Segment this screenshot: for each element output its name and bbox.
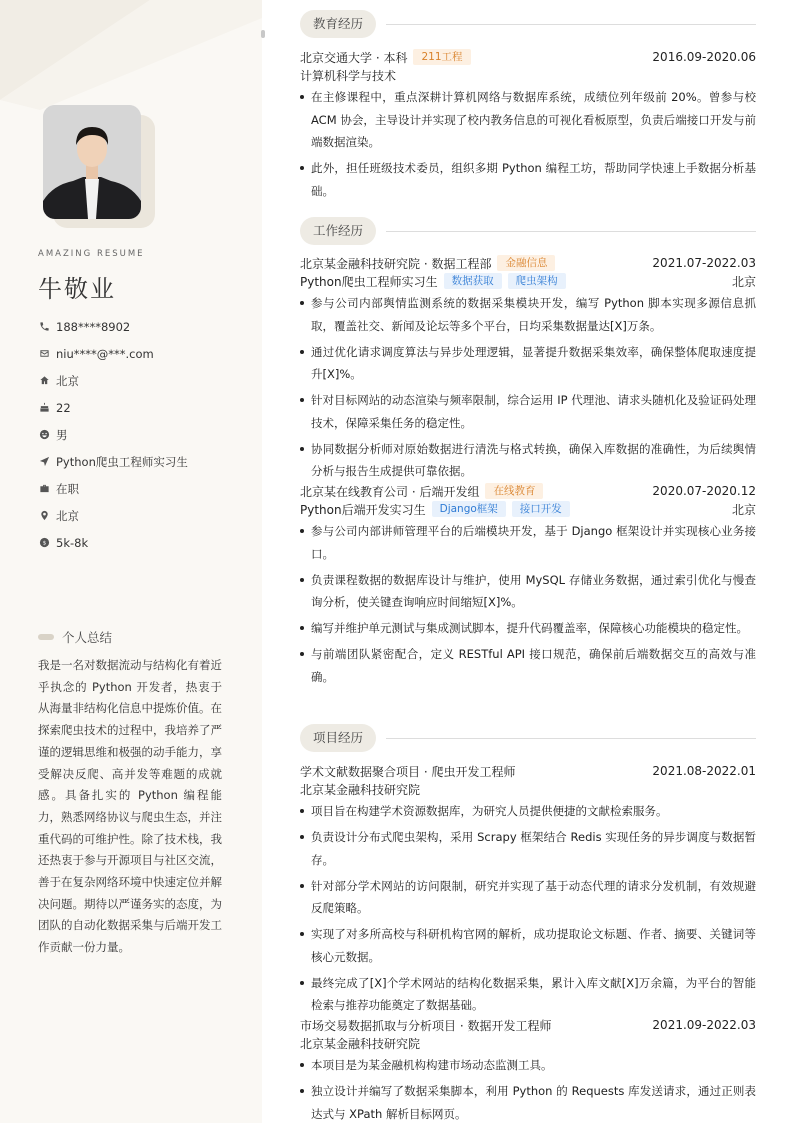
entry-header	[300, 482, 756, 500]
entry-subheader	[300, 1034, 756, 1052]
work-heading	[300, 217, 756, 245]
summary-title: 个人总结	[62, 630, 113, 645]
info-status	[38, 475, 188, 502]
info-salary	[38, 529, 188, 556]
bullet-list	[300, 800, 756, 1017]
entry-subheader	[300, 780, 756, 798]
company-name: 北京某在线教育公司 · 后端开发组	[300, 484, 480, 499]
bullet-list	[300, 292, 756, 483]
education-entry	[300, 48, 756, 206]
industry-tag: 金融信息	[497, 255, 555, 271]
bullet-list	[300, 1054, 756, 1123]
section-title: 工作经历	[300, 217, 376, 245]
entry-header	[300, 1016, 756, 1034]
bullet-list	[300, 520, 756, 688]
divider	[386, 231, 756, 232]
section-title: 项目经历	[300, 724, 376, 752]
job-city: 北京	[731, 502, 756, 517]
info-text: 22	[56, 400, 71, 415]
info-age	[38, 394, 188, 421]
heading-marker	[38, 634, 54, 640]
list-item: 参与公司内部讲师管理平台的后端模块开发，基于 Django 框架设计并实现核心业务接口。	[300, 520, 756, 565]
list-item: 通过优化请求调度算法与异步处理逻辑，显著提升数据采集效率，确保整体爬取速度提升[X]%。	[300, 341, 756, 386]
skill-tag: 数据获取	[444, 273, 502, 289]
list-item: 编写并维护单元测试与集成测试脚本，提升代码覆盖率，保障核心功能模块的稳定性。	[300, 617, 756, 640]
entry-date: 2020.07-2020.12	[652, 484, 756, 498]
projects-heading	[300, 724, 756, 752]
list-item: 针对目标网站的动态渲染与频率限制，综合运用 IP 代理池、请求头随机化及验证码处理技术，保障采集任务的稳定性。	[300, 389, 756, 434]
summary-text: 我是一名对数据流动与结构化有着近乎执念的 Python 开发者，热衷于从海量非结构化信息中提炼价值。在探索爬虫技术的过程中，我培养了严谨的逻辑思维和极强的动手能力，享受解决反爬、高并发等难题的成就感。具备扎实的 Python 编程能力，熟悉网络协议与爬虫生态，并注重代码的可维护性。除了技术栈，我还热衷于参与开源项目与社区交流，善于在复杂网络环境中快速定位并解决问题。期待以严谨务实的态度，为团队的自动化数据采集与后端开发工作贡献一份力量。	[38, 658, 222, 955]
list-item: 负责设计分布式爬虫架构，采用 Scrapy 框架结合 Redis 实现任务的异步调度与数据暂存。	[300, 826, 756, 871]
info-text: niu****@***.com	[56, 346, 154, 361]
entry-subheader	[300, 272, 756, 290]
cake-icon	[38, 402, 50, 414]
info-position	[38, 448, 188, 475]
avatar	[43, 105, 155, 228]
entry-header	[300, 254, 756, 272]
info-text: 188****8902	[56, 319, 131, 334]
divider	[386, 738, 756, 739]
school-name: 北京交通大学 · 本科	[300, 50, 408, 65]
work-entry	[300, 254, 756, 486]
list-item: 独立设计并编写了数据采集脚本，利用 Python 的 Requests 库发送请求，通过正则表达式与 XPath 解析目标网页。	[300, 1080, 756, 1123]
list-item: 在主修课程中，重点深耕计算机网络与数据库系统，成绩位列年级前 20%。曾参与校 ACM 协会，主导设计并实现了校内教务信息的可视化看板原型，负责后端接口开发与前端数据渲染。	[300, 86, 756, 154]
job-city: 北京	[731, 274, 756, 289]
school-tag: 211工程	[413, 49, 470, 65]
briefcase-icon	[38, 483, 50, 495]
info-text: 在职	[56, 481, 79, 496]
list-item: 参与公司内部舆情监测系统的数据采集模块开发，编写 Python 脚本实现多源信息抓取，覆盖社交、新闻及论坛等多个平台，日均采集数据量达[X]万条。	[300, 292, 756, 337]
info-text: 北京	[56, 373, 79, 388]
info-phone	[38, 313, 188, 340]
skill-tag: Django框架	[432, 501, 506, 517]
list-item: 最终完成了[X]个学术网站的结构化数据采集，累计入库文献[X]万余篇，为平台的智能检索与推荐功能奠定了数据基础。	[300, 972, 756, 1017]
summary-heading	[38, 628, 112, 646]
project-org: 北京某金融科技研究院	[300, 782, 421, 797]
section-title: 教育经历	[300, 10, 376, 38]
entry-date: 2021.07-2022.03	[652, 256, 756, 270]
resume-tagline: AMAZING RESUME	[38, 249, 145, 259]
entry-date: 2021.09-2022.03	[652, 1018, 756, 1032]
person-name: 牛敬业	[38, 275, 116, 303]
entry-subheader	[300, 66, 756, 84]
entry-subheader	[300, 500, 756, 518]
bullet-list	[300, 86, 756, 202]
location-icon	[38, 510, 50, 522]
info-text: 北京	[56, 508, 79, 523]
education-heading	[300, 10, 756, 38]
list-item: 项目旨在构建学术资源数据库，为研究人员提供便捷的文献检索服务。	[300, 800, 756, 823]
project-entry	[300, 1016, 756, 1123]
scroll-indicator	[261, 30, 265, 38]
list-item: 针对部分学术网站的访问限制，研究并实现了基于动态代理的请求分发机制，有效规避反爬策略。	[300, 875, 756, 920]
list-item: 本项目是为某金融机构构建市场动态监测工具。	[300, 1054, 756, 1077]
entry-header	[300, 762, 756, 780]
home-icon	[38, 375, 50, 387]
list-item: 协同数据分析师对原始数据进行清洗与格式转换，确保入库数据的准确性，为后续舆情分析与报告生成提供可靠依据。	[300, 438, 756, 483]
list-item: 实现了对多所高校与科研机构官网的解析，成功提取论文标题、作者、摘要、关键词等核心元数据。	[300, 923, 756, 968]
job-role: Python爬虫工程师实习生	[300, 274, 438, 289]
sidebar	[0, 0, 262, 1123]
project-entry	[300, 762, 756, 1020]
mail-icon	[38, 348, 50, 360]
project-name: 市场交易数据抓取与分析项目 · 数据开发工程师	[300, 1018, 552, 1033]
info-text: 5k-8k	[56, 535, 89, 550]
entry-date: 2016.09-2020.06	[652, 50, 756, 64]
company-name: 北京某金融科技研究院 · 数据工程部	[300, 256, 492, 271]
skill-tag: 爬虫架构	[508, 273, 566, 289]
gender-icon	[38, 429, 50, 441]
info-gender	[38, 421, 188, 448]
info-text: 男	[56, 427, 68, 442]
info-location	[38, 502, 188, 529]
divider	[386, 24, 756, 25]
svg-text:$: $	[42, 540, 46, 547]
entry-date: 2021.08-2022.01	[652, 764, 756, 778]
major: 计算机科学与技术	[300, 68, 397, 83]
list-item: 负责课程数据的数据库设计与维护，使用 MySQL 存储业务数据，通过索引优化与慢查询分析，使关键查询响应时间缩短[X]%。	[300, 569, 756, 614]
info-home	[38, 367, 188, 394]
corner-decoration	[0, 0, 262, 110]
industry-tag: 在线教育	[485, 483, 543, 499]
send-icon	[38, 456, 50, 468]
salary-icon	[38, 537, 50, 549]
project-name: 学术文献数据聚合项目 · 爬虫开发工程师	[300, 764, 516, 779]
entry-header	[300, 48, 756, 66]
project-org: 北京某金融科技研究院	[300, 1036, 421, 1051]
avatar-photo	[43, 105, 141, 219]
info-text: Python爬虫工程师实习生	[56, 454, 188, 469]
info-email	[38, 340, 188, 367]
phone-icon	[38, 321, 50, 333]
skill-tag: 接口开发	[512, 501, 570, 517]
work-entry	[300, 482, 756, 692]
list-item: 与前端团队紧密配合，定义 RESTful API 接口规范，确保前后端数据交互的高效与准确。	[300, 643, 756, 688]
list-item: 此外，担任班级技术委员，组织多期 Python 编程工坊，帮助同学快速上手数据分析基础。	[300, 157, 756, 202]
contact-info	[38, 313, 188, 556]
job-role: Python后端开发实习生	[300, 502, 426, 517]
